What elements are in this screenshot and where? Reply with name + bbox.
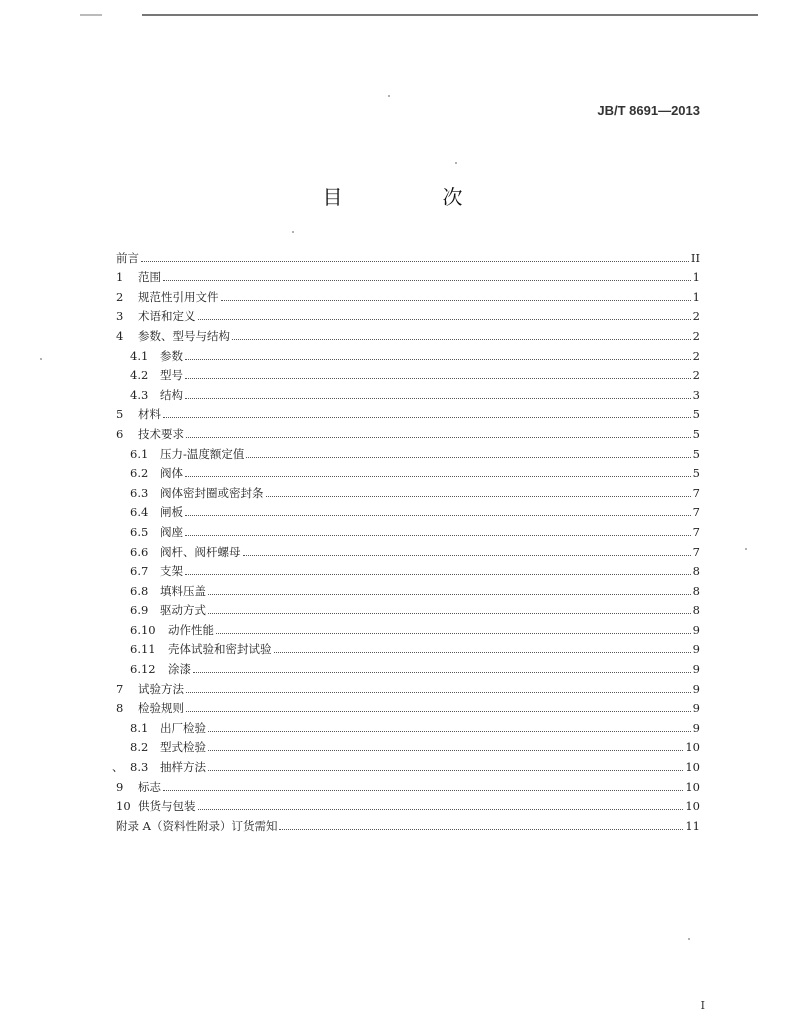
toc-entry-number: 6.7	[130, 564, 149, 579]
toc-dot-leader	[246, 457, 690, 458]
toc-entry-label: 支架	[160, 564, 183, 579]
toc-entry	[116, 578, 700, 598]
toc-entry-page: 2	[692, 309, 700, 324]
toc-entry-label: 壳体试验和密封试验	[168, 642, 272, 657]
toc-entry-page: 9	[692, 720, 700, 735]
toc-entry	[116, 421, 700, 441]
toc-entry-page: 7	[692, 505, 700, 520]
toc-entry-number: 8.1	[130, 720, 149, 735]
toc-entry	[116, 519, 700, 539]
toc-entry-label: 规范性引用文件	[138, 289, 219, 304]
toc-entry-number: 8.3	[130, 760, 149, 775]
toc-dot-leader	[208, 750, 683, 751]
toc-entry-number: 5	[116, 407, 124, 422]
toc-entry-page: 11	[685, 818, 700, 833]
toc-entry-page: 1	[692, 289, 700, 304]
toc-entry-page: 7	[692, 524, 700, 539]
scan-speck	[455, 162, 457, 164]
toc-dot-leader	[208, 594, 691, 595]
toc-dot-leader	[185, 535, 691, 536]
toc-entry	[116, 284, 700, 304]
toc-entry-number: 8.2	[130, 740, 149, 755]
toc-entry-label: 结构	[160, 387, 183, 402]
toc-entry-number: 6.2	[130, 466, 149, 481]
toc-entry-number: 3	[116, 309, 124, 324]
toc-entry	[116, 500, 700, 520]
toc-entry	[116, 598, 700, 618]
toc-entry-number: 4	[116, 328, 124, 343]
toc-dot-leader	[186, 692, 691, 693]
toc-entry-page: 10	[685, 799, 700, 814]
scan-speck	[745, 548, 747, 550]
toc-entry-label: 驱动方式	[160, 603, 206, 618]
toc-entry-number: 6.1	[130, 446, 149, 461]
toc-dot-leader	[185, 476, 691, 477]
scan-top-edge-mark	[80, 14, 102, 16]
toc-entry-label: 供货与包装	[138, 799, 196, 814]
toc-entry	[116, 539, 700, 559]
toc-entry-number: 6.6	[130, 544, 149, 559]
toc-entry-label: 阀体	[160, 466, 183, 481]
toc-dot-leader	[208, 731, 691, 732]
toc-dot-leader	[185, 574, 691, 575]
toc-entry-page: 10	[685, 760, 700, 775]
toc-entry-number: 6.9	[130, 603, 149, 618]
toc-entry-label: 附录 A（资料性附录）订货需知	[116, 818, 278, 833]
toc-entry-page: 1	[692, 270, 700, 285]
toc-entry-number: 4.1	[130, 348, 149, 363]
toc-entry	[116, 715, 700, 735]
toc-dot-leader	[141, 261, 689, 262]
toc-entry-number: 10	[116, 799, 131, 814]
toc-dot-leader	[232, 339, 691, 340]
toc-entry	[116, 696, 700, 716]
toc-entry-label: 试验方法	[138, 681, 184, 696]
toc-entry-number: 6.10	[130, 622, 156, 637]
toc-entry-page: 8	[692, 603, 700, 618]
toc-entry-page: 10	[685, 740, 700, 755]
toc-entry	[116, 676, 700, 696]
toc-entry	[116, 343, 700, 363]
toc-entry-label: 型式检验	[160, 740, 206, 755]
toc-entry	[116, 735, 700, 755]
toc-entry-page: 5	[692, 407, 700, 422]
toc-entry-page: 10	[685, 779, 700, 794]
toc-entry	[116, 245, 700, 265]
toc-entry-number: 4.2	[130, 368, 149, 383]
toc-entry-label: 范围	[138, 270, 161, 285]
toc-entry-label: 动作性能	[168, 622, 214, 637]
page-title: 目 次	[322, 185, 503, 209]
toc-dot-leader	[266, 496, 691, 497]
toc-entry-page: 8	[692, 583, 700, 598]
toc-entry-label: 出厂检验	[160, 720, 206, 735]
scan-speck	[40, 358, 42, 360]
toc-entry-prefix-mark: 、	[112, 760, 124, 775]
toc-entry	[116, 402, 700, 422]
toc-dot-leader	[216, 633, 691, 634]
toc-entry-label: 填料压盖	[160, 583, 206, 598]
toc-entry-number: 6.8	[130, 583, 149, 598]
toc-entry-page: 8	[692, 564, 700, 579]
toc-entry-number: 2	[116, 289, 124, 304]
toc-entry	[116, 363, 700, 383]
toc-entry	[116, 774, 700, 794]
toc-entry	[116, 559, 700, 579]
toc-entry-page: 2	[692, 328, 700, 343]
toc-dot-leader	[274, 652, 691, 653]
toc-entry-page: 9	[692, 662, 700, 677]
toc-entry	[116, 813, 700, 833]
toc-entry-page: 9	[692, 681, 700, 696]
scan-speck	[688, 938, 690, 940]
toc-dot-leader	[185, 515, 691, 516]
toc-entry-page: 5	[692, 446, 700, 461]
toc-entry-number: 6.4	[130, 505, 149, 520]
scan-top-rule	[142, 14, 758, 16]
toc-dot-leader	[193, 672, 691, 673]
toc-entry-label: 压力-温度额定值	[160, 446, 245, 461]
toc-entry-page: 2	[692, 368, 700, 383]
toc-dot-leader	[243, 555, 691, 556]
toc-dot-leader	[163, 790, 683, 791]
toc-dot-leader	[186, 437, 691, 438]
toc-entry-page: 7	[692, 544, 700, 559]
toc-entry-label: 参数	[160, 348, 183, 363]
toc-entry-number: 7	[116, 681, 124, 696]
toc-entry-page: 9	[692, 622, 700, 637]
toc-entry-page: II	[690, 250, 700, 265]
toc-entry-number: 6	[116, 426, 124, 441]
standard-number: JB/T 8691—2013	[597, 103, 700, 118]
toc-entry-label: 材料	[138, 407, 161, 422]
toc-entry	[116, 794, 700, 814]
toc-entry-label: 闸板	[160, 505, 183, 520]
toc-dot-leader	[163, 280, 691, 281]
toc-entry	[112, 754, 700, 775]
toc-entry-page: 2	[692, 348, 700, 363]
toc-entry-number: 4.3	[130, 387, 149, 402]
toc-entry	[116, 323, 700, 343]
toc-dot-leader	[208, 770, 683, 771]
toc-entry-label: 参数、型号与结构	[138, 328, 230, 343]
toc-entry-number: 6.5	[130, 524, 149, 539]
toc-entry-label: 标志	[138, 779, 161, 794]
toc-entry-number: 6.12	[130, 662, 156, 677]
toc-entry-page: 3	[692, 387, 700, 402]
toc-entry	[116, 441, 700, 461]
toc-dot-leader	[186, 711, 691, 712]
toc-entry-page: 9	[692, 642, 700, 657]
table-of-contents	[112, 245, 700, 833]
toc-dot-leader	[185, 378, 691, 379]
toc-dot-leader	[198, 809, 684, 810]
toc-dot-leader	[198, 319, 691, 320]
toc-entry	[116, 637, 700, 657]
toc-entry	[116, 617, 700, 637]
toc-entry-label: 技术要求	[138, 426, 184, 441]
toc-entry-number: 1	[116, 270, 124, 285]
toc-entry-label: 检验规则	[138, 701, 184, 716]
toc-dot-leader	[185, 359, 691, 360]
toc-entry	[116, 656, 700, 676]
toc-entry-label: 阀座	[160, 524, 183, 539]
toc-entry-number: 6.11	[130, 642, 156, 657]
toc-dot-leader	[221, 300, 691, 301]
scan-speck	[292, 231, 294, 233]
toc-entry-page: 7	[692, 485, 700, 500]
toc-entry	[116, 461, 700, 481]
toc-entry	[116, 382, 700, 402]
toc-entry-page: 9	[692, 701, 700, 716]
page-number: I	[700, 999, 705, 1012]
toc-entry-label: 术语和定义	[138, 309, 196, 324]
toc-entry-label: 涂漆	[168, 662, 191, 677]
toc-dot-leader	[279, 829, 683, 830]
toc-dot-leader	[185, 398, 691, 399]
toc-dot-leader	[208, 613, 691, 614]
toc-entry-number: 6.3	[130, 485, 149, 500]
toc-dot-leader	[163, 417, 691, 418]
toc-entry-label: 抽样方法	[160, 760, 206, 775]
toc-entry-number: 8	[116, 701, 124, 716]
toc-entry	[116, 304, 700, 324]
toc-entry-page: 5	[692, 426, 700, 441]
toc-entry-label: 型号	[160, 368, 183, 383]
toc-entry-label: 阀体密封圈或密封条	[160, 485, 264, 500]
toc-entry	[116, 480, 700, 500]
toc-entry-number: 9	[116, 779, 124, 794]
toc-entry-label: 阀杆、阀杆螺母	[160, 544, 241, 559]
toc-entry-page: 5	[692, 466, 700, 481]
toc-entry	[116, 265, 700, 285]
scan-speck	[388, 95, 390, 97]
toc-entry-label: 前言	[116, 250, 139, 265]
